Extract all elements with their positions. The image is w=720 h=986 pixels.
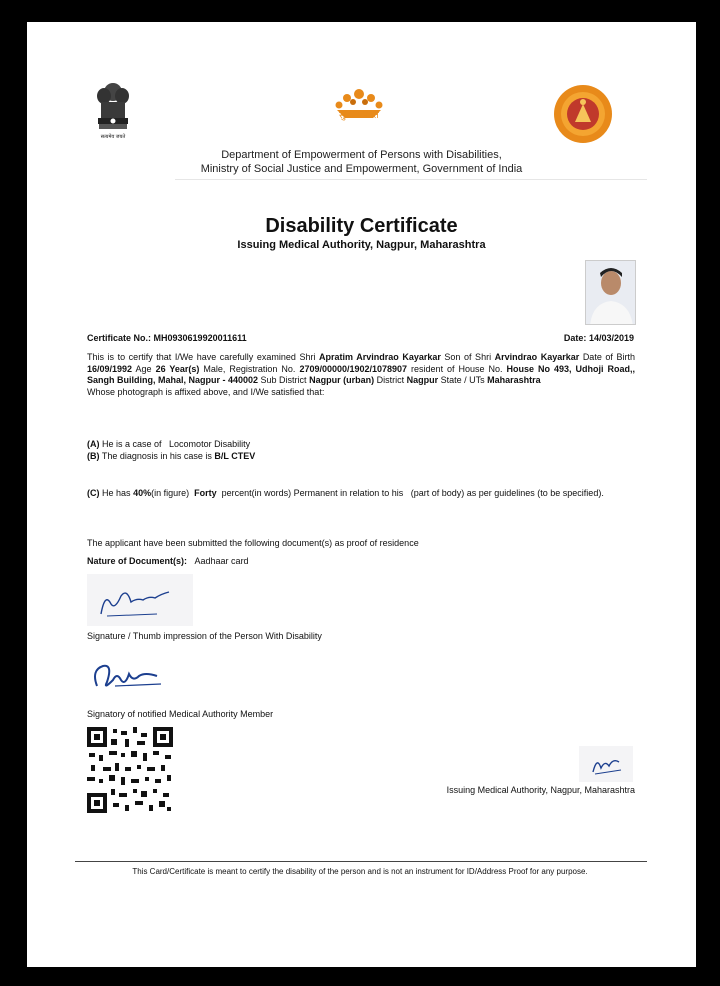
registration-number: 2709/00000/1902/1078907 [299, 363, 408, 374]
footer-divider [75, 861, 647, 862]
body-text-5: Male, Registration No. [203, 363, 296, 374]
body-text-7: Sub District [260, 375, 307, 385]
person-signature [87, 574, 193, 626]
body-text-10: Whose photograph is affixed above, and I/We satisfied that: [87, 386, 325, 397]
page-title: Disability Certificate [265, 215, 458, 237]
clause-b-text: The diagnosis in his case is [101, 451, 212, 461]
emblem-caption: सत्यमेव जयते [100, 134, 126, 140]
documents-value: Aadhaar card [194, 556, 249, 566]
applicant-name: Apratim Arvindrao Kayarkar [319, 352, 441, 362]
national-emblem-icon [93, 80, 133, 142]
clause-c-text-2: (in figure) [151, 488, 190, 498]
district: Nagpur [406, 375, 439, 385]
qr-code [87, 727, 173, 813]
house-address: House No 493, Udhoji Road,, Sangh Building, Mahal, Nagpur - 440002 [87, 363, 635, 385]
clause-c-text-3: percent(in words) Permanent in relation to his (part of body) as per guidelines (to be specified). [221, 488, 604, 498]
certificate-page [27, 22, 696, 967]
body-text-2: Son of Shri [444, 352, 492, 362]
clause-a-label: (A) [87, 439, 100, 449]
date-value: 14/03/2019 [588, 333, 634, 343]
logo-caption: सुगम्य भारत [339, 111, 379, 121]
disability-percent: 40% [133, 488, 152, 498]
state: Maharashtra [487, 375, 541, 385]
clause-b [87, 450, 255, 462]
applicant-photo [585, 260, 636, 325]
authority-caption: Issuing Medical Authority, Nagpur, Maharashtra [446, 785, 635, 795]
clause-a-text: He is a case of Locomotor Disability [102, 439, 251, 449]
certificate-number-label: Certificate No.: [87, 333, 152, 343]
date-label: Date: [563, 333, 587, 343]
documents-row [87, 555, 249, 567]
authority-signature [579, 746, 633, 782]
department-heading [27, 148, 696, 176]
member-signature [87, 656, 167, 696]
certification-paragraph [87, 352, 635, 398]
state-seal-icon [553, 84, 613, 144]
clause-a [87, 438, 250, 450]
person-signature-caption: Signature / Thumb impression of the Person With Disability [87, 631, 322, 641]
header-divider [175, 179, 647, 180]
certificate-date [564, 333, 634, 343]
father-name: Arvindrao Kayarkar [494, 352, 580, 362]
member-signature-caption: Signatory of notified Medical Authority Member [87, 709, 274, 719]
clause-b-label: (B) [87, 451, 100, 461]
clause-c [87, 488, 635, 500]
certificate-number-value: MH0930619920011611 [153, 333, 247, 343]
sub-district: Nagpur (urban) [309, 375, 375, 385]
body-text-1: This is to certify that I/We have carefully examined Shri [87, 352, 316, 362]
clause-c-label: (C) [87, 488, 100, 498]
body-text-8: District [376, 375, 405, 385]
footer-note: This Card/Certificate is meant to certify the disability of the person and is not an instrument for ID/Address Proof for any purpose. [132, 867, 588, 876]
date-of-birth: 16/09/1992 [87, 363, 133, 374]
body-text-3: Date of Birth [582, 352, 635, 362]
body-text-9: State / UTs [440, 375, 485, 385]
disability-percent-words: Forty [194, 488, 217, 498]
age-value: 26 Year(s) [155, 363, 200, 374]
department-line-1: Department of Empowerment of Persons with Disabilities, [221, 149, 502, 161]
body-text-6: resident of House No. [411, 363, 503, 374]
diagnosis-value: B/L CTEV [214, 451, 256, 461]
certificate-number [87, 333, 247, 343]
documents-label: Nature of Document(s): [87, 556, 188, 566]
documents-intro: The applicant have been submitted the following document(s) as proof of residence [87, 538, 419, 548]
clause-c-text-1: He has [102, 488, 131, 498]
department-line-2: Ministry of Social Justice and Empowerment, Government of India [200, 163, 523, 175]
page-subtitle: Issuing Medical Authority, Nagpur, Maharashtra [237, 239, 486, 251]
body-text-4: Age [135, 363, 152, 374]
